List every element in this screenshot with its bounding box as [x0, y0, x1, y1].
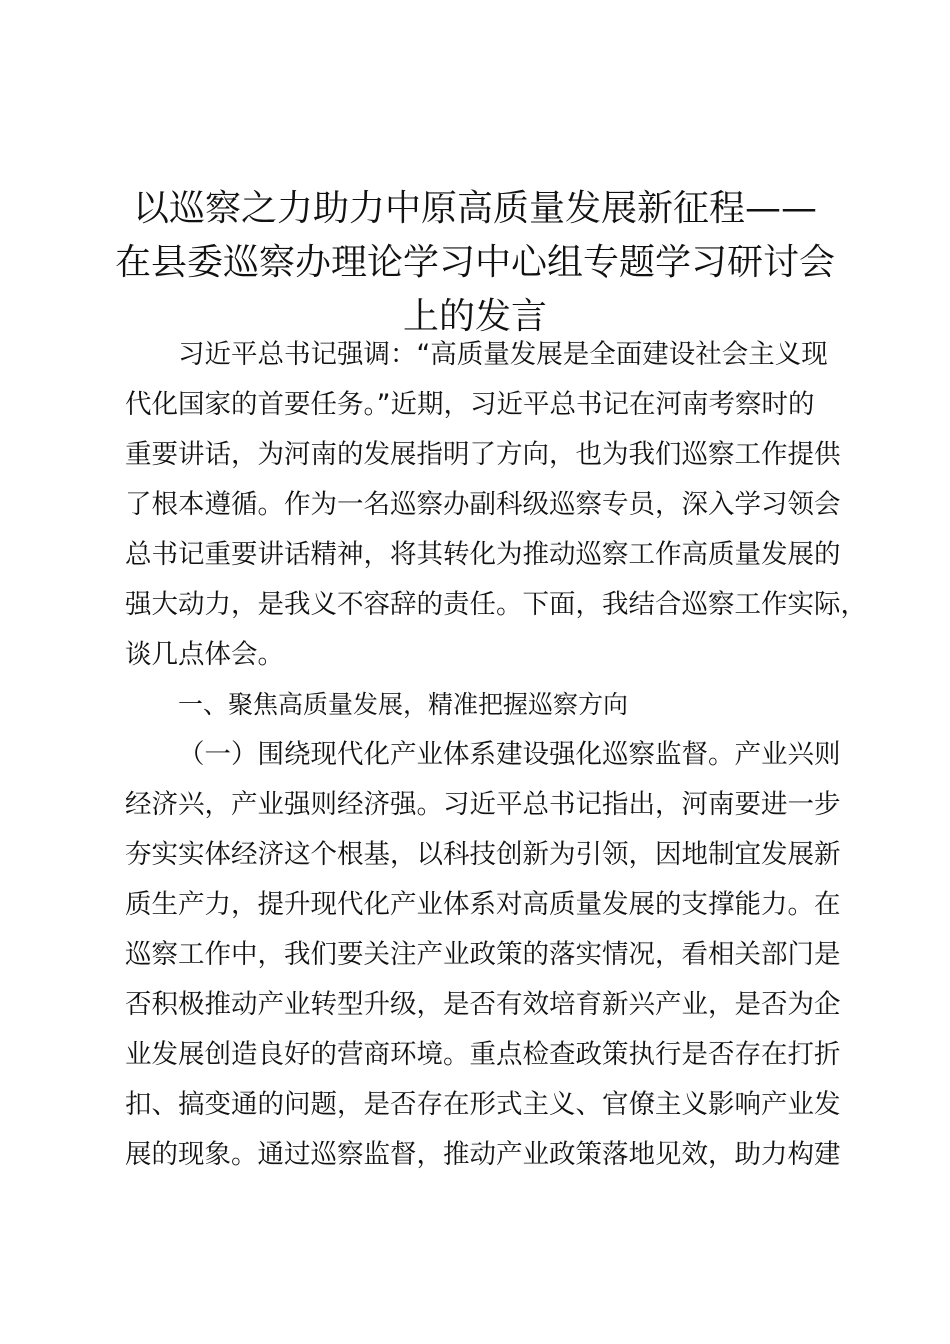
paragraph-line: 展的现象。通过巡察监督，推动产业政策落地见效，助力构建	[125, 1139, 841, 1170]
paragraph-line: 代化国家的首要任务。”近期，习近平总书记在河南考察时的	[125, 389, 815, 420]
paragraph-line: 业发展创造良好的营商环境。重点检查政策执行是否存在打折	[125, 1039, 841, 1070]
paragraph-line: 经济兴，产业强则经济强。习近平总书记指出，河南要进一步	[125, 789, 841, 820]
paragraph-line: 总书记重要讲话精神，将其转化为推动巡察工作高质量发展的	[125, 539, 841, 570]
paragraph-line: 否积极推动产业转型升级，是否有效培育新兴产业，是否为企	[125, 989, 841, 1020]
title-line: 上的发言	[402, 296, 547, 337]
document-body	[125, 330, 867, 1180]
paragraph-line: 巡察工作中，我们要关注产业政策的落实情况，看相关部门是	[125, 939, 841, 970]
section-heading: 一、聚焦高质量发展，精准把握巡察方向	[178, 690, 629, 719]
paragraph-line: 谈几点体会。	[125, 639, 284, 670]
paragraph-line: （一）围绕现代化产业体系建设强化巡察监督。产业兴则	[178, 739, 841, 770]
paragraph-line: 重要讲话，为河南的发展指明了方向，也为我们巡察工作提供	[125, 439, 841, 470]
paragraph-line: 夯实实体经济这个根基，以科技创新为引领，因地制宜发展新	[125, 839, 841, 870]
paragraph-line: 了根本遵循。作为一名巡察办副科级巡察专员，深入学习领会	[125, 489, 841, 520]
document-title	[100, 182, 850, 344]
paragraph-line: 强大动力，是我义不容辞的责任。下面，我结合巡察工作实际，	[125, 589, 867, 620]
paragraph-line: 质生产力，提升现代化产业体系对高质量发展的支撑能力。在	[125, 889, 841, 920]
paragraph-line: 扣、搞变通的问题，是否存在形式主义、官僚主义影响产业发	[125, 1089, 841, 1120]
paragraph-line: 习近平总书记强调：“高质量发展是全面建设社会主义现	[178, 339, 828, 370]
title-line: 以巡察之力助力中原高质量发展新征程——	[132, 188, 817, 229]
title-line: 在县委巡察办理论学习中心组专题学习研讨会	[114, 242, 835, 283]
